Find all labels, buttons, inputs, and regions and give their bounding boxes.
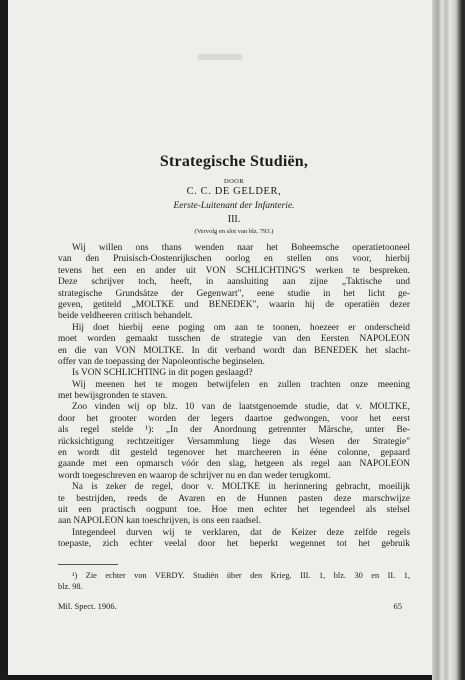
author-rank: Eerste-Luitenant der Infanterie. [173,201,295,211]
text-line: en wordt dit gesteld tegenover het marcheeren in ééne colonne, gepaard [58,448,410,459]
text-line: te bestrijden, reeds de Avaren en de Hunnen pasten deze marschwijze [58,493,410,504]
text-line: beide veldheeren critisch behandelt. [58,311,193,322]
text-line: met bewijsgronden te staven. [58,391,168,402]
text-line: uit een practisch oogpunt toe. Hoe men echter het tegendeel als stelsel [58,504,410,515]
text-line: Is VON SCHLICHTING in dit pogen geslaagd? [72,368,253,379]
text-line: van den Pruisisch-Oostenrijkschen oorlog en stellen ons voor, hierbij [58,254,410,265]
text-line: offer van de toepassing der Napoleontische beginselen. [58,356,265,367]
text-line: Integendeel durven wij te verklaren, dat de Keizer deze zelfde regels [72,527,410,538]
footnote-line: blz. 98. [58,581,83,591]
byline: DOOR [223,178,245,185]
author-name: C. C. DE GELDER, [186,186,282,197]
journal-reference: Mil. Spect. 1906. [58,601,117,611]
text-line: door het grooter worden der legers daartoe gedwongen, voor het eerst [58,413,410,424]
text-line: Hij doet hierbij eene poging om aan te toonen, hoezeer er onderscheid [72,322,410,333]
footnote-line: ¹) Zie echter von VERDY. Studiën über den Krieg. III. 1, blz. 30 en II. 1, [72,571,410,580]
text-line: moet worden gemaakt tusschen de strategie van den Eersten NAPOLEON [58,334,410,345]
text-line: Na is zeker de regel, door v. MOLTKE in herinnering gebracht, moeilijk [72,482,410,493]
article-body [58,243,410,551]
article-title: Strategische Studiën, [159,153,309,170]
footnotes [58,571,410,592]
text-line: aan NAPOLEON kan toeschrijven, is ons een raadsel. [58,516,261,527]
page-number: 65 [393,601,402,611]
text-line: Deze schrijver toch, heeft, in aansluiting aan zijne „Taktische und [58,277,410,288]
continuation-note: (Vervolg en slot van blz. 793.) [194,228,274,235]
bleed-through-mark [198,54,242,60]
text-line: Wij meenen het te mogen betwijfelen en zullen trachten onze meening [72,379,410,390]
text-line: wordt toegeschreven en waarop de schrijver nu en dan weder terugkomt. [58,470,331,481]
text-line: Wij willen ons thans wenden naar het Boheemsche operatietooneel [72,243,410,253]
text-line: gaande met een opmarsch vóór den slag, hetgeen als regel aan NAPOLEON [58,459,410,470]
book-spine [432,0,465,680]
text-line: en die van VON MOLTKE. In dit verband wordt dan BENEDEK het slacht- [58,345,410,356]
text-line: geven, getiteld „MOLTKE und BENEDEK", waarin hij de operatiën dezer [58,299,410,310]
part-number: III. [227,214,241,225]
text-line: strategische Grundsätze der Gegenwart", eene studie in het licht ge- [58,288,410,299]
text-line: rücksichtigung rechtzeitiger Versammlung liege das Wesen der Strategie" [58,436,410,447]
page-footer [58,601,410,613]
text-line: toepaste, zich echter veelal door het beperkt wegennet tot het gebruik [58,539,410,550]
text-line: als regel stelde ¹): „In der Anordnung getrennter Märsche, unter Be- [58,425,410,436]
text-line: Zoo vinden wij op blz. 10 van de laatstgenoemde studie, dat v. MOLTKE, [72,402,410,413]
footnote-rule [58,564,118,565]
text-line: tevens het een en ander uit VON SCHLICHTING'S werken te bespreken. [58,265,410,276]
